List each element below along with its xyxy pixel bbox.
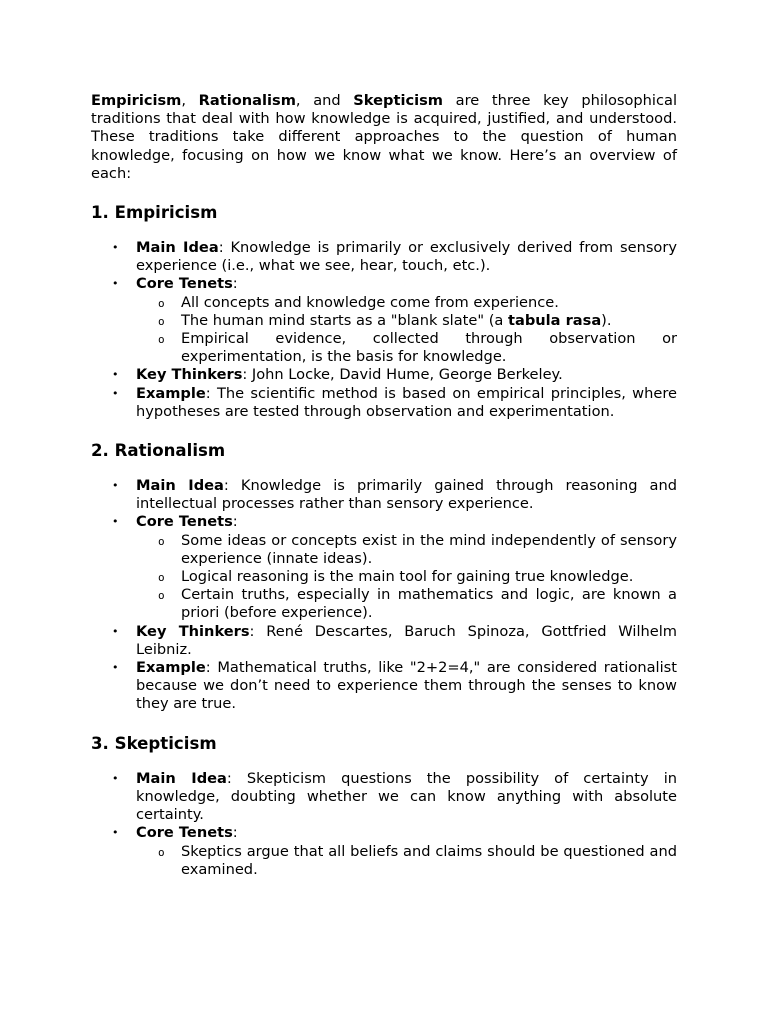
label-key-thinkers: Key Thinkers [136, 622, 250, 640]
label-core-tenets: Core Tenets [136, 275, 233, 293]
label-main-idea: Main Idea [136, 239, 219, 257]
label-core-tenets: Core Tenets [136, 824, 233, 842]
list-item-core-tenets [136, 824, 677, 879]
intro-term-rationalism: Rationalism [198, 92, 296, 109]
label-core-tenets: Core Tenets [136, 513, 233, 531]
label-main-idea: Main Idea [136, 477, 224, 495]
list-item-main-idea [136, 477, 677, 513]
intro-text: are three key philosophical traditions that deal with how knowledge is acquired, justified, and understood. These traditions take different approaches to the question of human knowledge, focusing on how we know what we know. Here’s an overview of each: [91, 92, 678, 182]
sub-list-item: o Skeptics argue that all beliefs and claims should be questioned and examined. [181, 843, 677, 879]
list-item-core-tenets [136, 275, 677, 366]
intro-term-skepticism: Skepticism [353, 92, 443, 109]
tenet-text-close: ). [601, 311, 612, 329]
section-heading-empiricism: 1. Empiricism [91, 203, 218, 223]
sub-list-item [181, 312, 677, 330]
intro-text: , and [295, 92, 354, 109]
tenet-text: The human mind starts as a "blank slate" (a [181, 311, 508, 329]
term-tabula-rasa: tabula rasa [508, 311, 602, 329]
label-main-idea: Main Idea [136, 769, 227, 787]
label-key-thinkers: Key Thinkers [136, 366, 243, 384]
intro-term-empiricism: Empiricism [91, 92, 182, 109]
section-skepticism [91, 733, 677, 879]
skepticism-list [91, 770, 677, 879]
sub-list-item: o Some ideas or concepts exist in the mind independently of sensory experience (innate ideas). [181, 532, 677, 568]
colon: : [232, 275, 238, 293]
list-item-main-idea [136, 770, 677, 825]
main-idea-text: : Knowledge is primarily gained through reasoning and intellectual processes rather than sensory experience. [136, 477, 678, 513]
intro-text: , [181, 92, 199, 109]
rationalism-list [91, 477, 677, 714]
sub-list-item: o Empirical evidence, collected through observation or experimentation, is the basis for knowledge. [181, 330, 677, 366]
core-tenets-sublist [136, 294, 677, 367]
list-item-main-idea [136, 239, 677, 275]
colon: : [232, 513, 238, 531]
example-text: : The scientific method is based on empirical principles, where hypotheses are tested through observation and experimentation. [136, 384, 677, 420]
sub-list-item: o Logical reasoning is the main tool for gaining true knowledge. [181, 568, 677, 586]
list-item-core-tenets [136, 513, 677, 622]
main-idea-text: : Knowledge is primarily or exclusively derived from sensory experience (i.e., what we see, hear, touch, etc.). [136, 239, 678, 275]
sub-list-item: o All concepts and knowledge come from experience. [181, 294, 677, 312]
key-thinkers-text: : René Descartes, Baruch Spinoza, Gottfried Wilhelm Leibniz. [136, 622, 678, 658]
list-item-example [136, 385, 677, 421]
empiricism-list [91, 239, 677, 421]
core-tenets-sublist [136, 843, 677, 879]
section-heading-rationalism: 2. Rationalism [91, 441, 226, 461]
label-example: Example [136, 384, 206, 402]
list-item-key-thinkers [136, 366, 677, 384]
colon: : [232, 824, 238, 842]
section-heading-skepticism: 3. Skepticism [91, 733, 217, 753]
list-item-example [136, 659, 677, 714]
core-tenets-sublist [136, 532, 677, 623]
main-idea-text: : Skepticism questions the possibility of certainty in knowledge, doubting whether we can know anything with absolute certainty. [136, 769, 677, 824]
example-text: : Mathematical truths, like "2+2=4," are considered rationalist because we don’t need to experience them through the senses to know they are true. [136, 659, 677, 713]
sub-list-item: o Certain truths, especially in mathematics and logic, are known a priori (before experience). [181, 586, 677, 622]
list-item-key-thinkers [136, 623, 677, 659]
label-example: Example [136, 659, 206, 677]
key-thinkers-text: : John Locke, David Hume, George Berkeley. [242, 366, 563, 384]
intro-paragraph [91, 92, 677, 183]
